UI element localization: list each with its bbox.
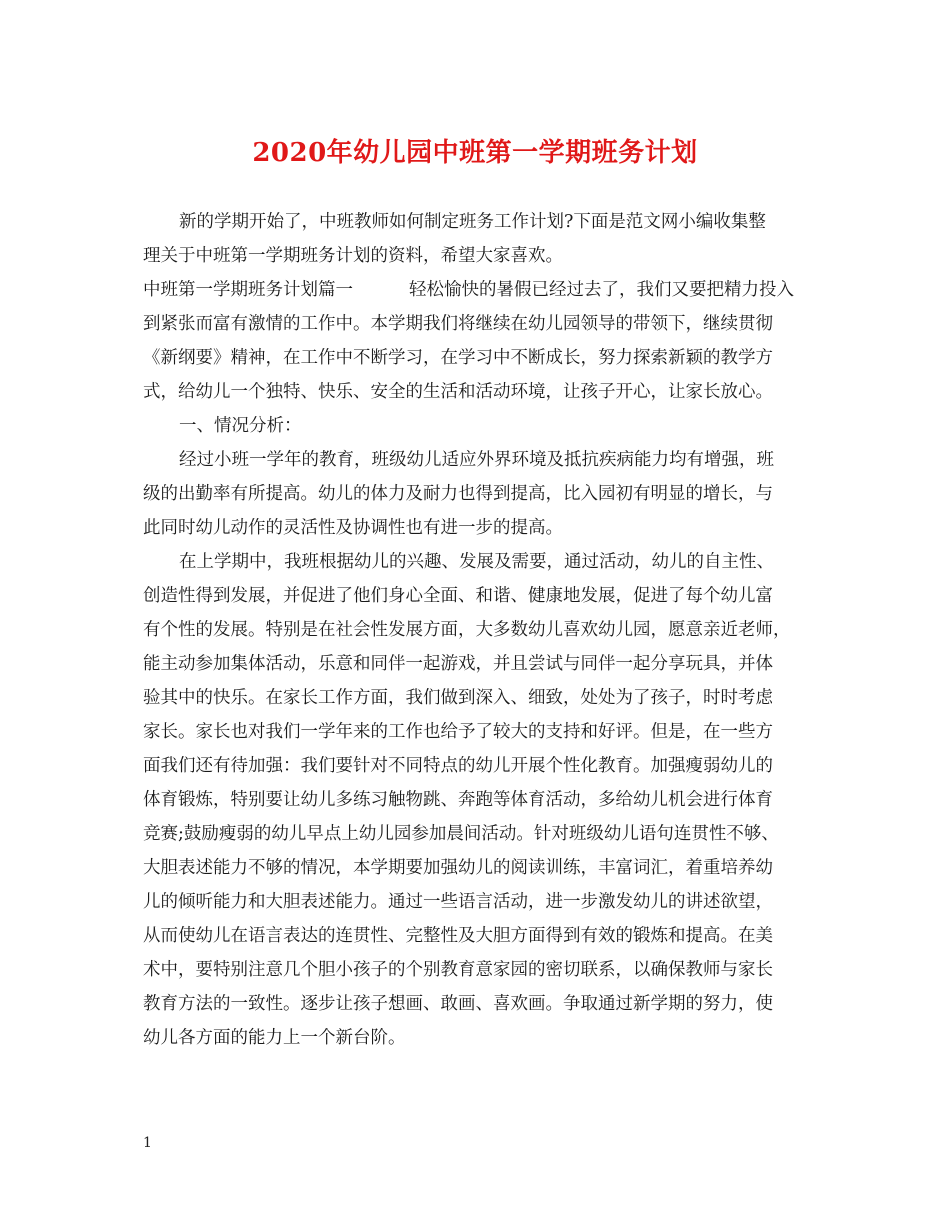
paragraph-line: 大胆表述能力不够的情况，本学期要加强幼儿的阅读训练，丰富词汇，着重培养幼 [143,858,773,878]
paragraph-line: 术中，要特别注意几个胆小孩子的个别教育意家园的密切联系，以确保教师与家长 [143,960,773,980]
intro-line: 理关于中班第一学期班务计划的资料，希望大家喜欢。 [143,246,563,266]
page-number: 1 [143,1135,152,1151]
section-heading-line [143,273,813,307]
document-body [143,205,813,1055]
paragraph-line: 式，给幼儿一个独特、快乐、安全的生活和活动环境，让孩子开心，让家长放心。 [143,382,773,402]
paragraph-line: 教育方法的一致性。逐步让孩子想画、敢画、喜欢画。争取通过新学期的努力，使 [143,994,773,1014]
subheading: 一、情况分析： [179,416,302,436]
paragraph-line: 竞赛;鼓励瘦弱的幼儿早点上幼儿园参加晨间活动。针对班级幼儿语句连贯性不够、 [143,824,779,844]
paragraph-line: 幼儿各方面的能力上一个新台阶。 [143,1028,406,1048]
section-heading-label: 中班第一学期班务计划篇一 [143,280,353,300]
paragraph-line: 在上学期中，我班根据幼儿的兴趣、发展及需要，通过活动，幼儿的自主性、 [179,552,774,572]
paragraph-line: 家长。家长也对我们一学年来的工作也给予了较大的支持和好评。但是，在一些方 [143,722,773,742]
paragraph-line: 有个性的发展。特别是在社会性发展方面，大多数幼儿喜欢幼儿园，愿意亲近老师， [143,620,791,640]
paragraph-line: 创造性得到发展，并促进了他们身心全面、和谐、健康地发展，促进了每个幼儿富 [143,586,773,606]
paragraph-line: 从而使幼儿在语言表达的连贯性、完整性及大胆方面得到有效的锻炼和提高。在美 [143,926,773,946]
paragraph-line: 到紧张而富有激情的工作中。本学期我们将继续在幼儿园领导的带领下，继续贯彻 [143,314,773,334]
intro-line: 新的学期开始了，中班教师如何制定班务工作计划?下面是范文网小编收集整 [179,212,766,232]
paragraph-line: 验其中的快乐。在家长工作方面，我们做到深入、细致，处处为了孩子，时时考虑 [143,688,773,708]
paragraph-line: 面我们还有待加强：我们要针对不同特点的幼儿开展个性化教育。加强瘦弱幼儿的 [143,756,773,776]
paragraph-line: 此同时幼儿动作的灵活性及协调性也有进一步的提高。 [143,518,563,538]
paragraph-line: 能主动参加集体活动，乐意和同伴一起游戏，并且尝试与同伴一起分享玩具，并体 [143,654,773,674]
paragraph-line: 《新纲要》精神，在工作中不断学习，在学习中不断成长，努力探索新颖的教学方 [143,348,773,368]
document-title: 2020年幼儿园中班第一学期班务计划 [252,138,698,168]
paragraph-line: 级的出勤率有所提高。幼儿的体力及耐力也得到提高，比入园初有明显的增长，与 [143,484,773,504]
paragraph-line: 经过小班一学年的教育，班级幼儿适应外界环境及抵抗疾病能力均有增强，班 [179,450,774,470]
paragraph-line: 儿的倾听能力和大胆表述能力。通过一些语言活动，进一步激发幼儿的讲述欲望， [143,892,773,912]
section-heading-text: 轻松愉快的暑假已经过去了，我们又要把精力投入 [409,280,794,300]
paragraph-line: 体育锻炼，特别要让幼儿多练习触物跳、奔跑等体育活动，多给幼儿机会进行体育 [143,790,773,810]
